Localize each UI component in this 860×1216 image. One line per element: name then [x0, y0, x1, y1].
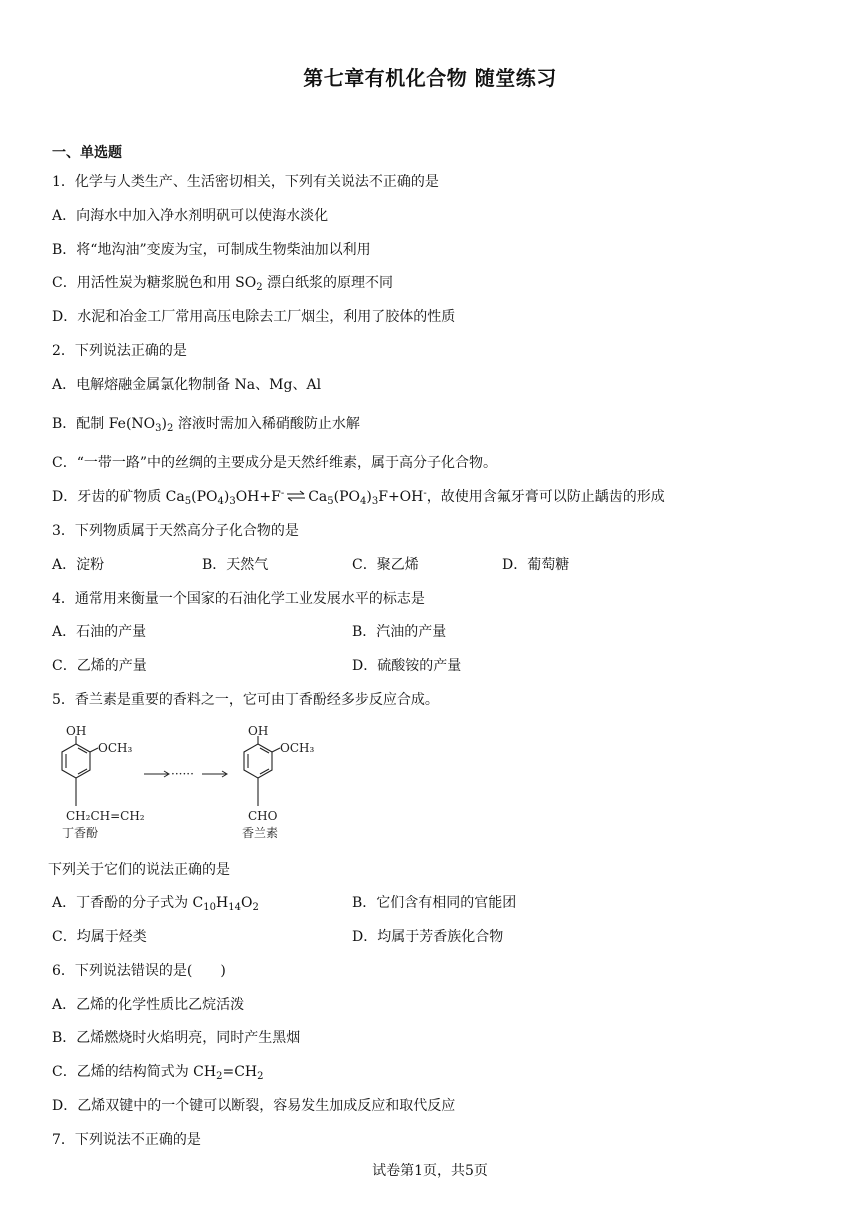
question-3-stem: 3．下列物质属于天然高分子化合物的是: [52, 523, 299, 539]
question-4-option-c: C．乙烯的产量: [52, 658, 147, 674]
question-1-option-c: C．用活性炭为糖浆脱色和用 $SO_2$ 漂白纸浆的原理不同: [52, 275, 394, 293]
eugenol-name-label: 丁香酚: [62, 826, 99, 840]
vanillin-name-label: 香兰素: [242, 826, 279, 840]
reaction-dots-label: ······: [171, 767, 194, 781]
page-title: 第七章有机化合物 随堂练习: [303, 66, 557, 90]
question-5-option-a: A．丁香酚的分子式为 $C_{10}H_{14}O_2$: [52, 895, 259, 913]
question-3-option-a: A．淀粉: [52, 557, 105, 573]
question-6-option-b: B．乙烯燃烧时火焰明亮，同时产生黑烟: [52, 1030, 301, 1046]
reaction-scheme-figure: [52, 722, 332, 842]
page-footer: 试卷第1页，共5页: [372, 1163, 488, 1179]
question-5-lead: 下列关于它们的说法正确的是: [48, 862, 230, 878]
eugenol-och3-label: OCH₃: [98, 741, 133, 755]
question-6-option-d: D．乙烯双键中的一个键可以断裂，容易发生加成反应和取代反应: [52, 1098, 456, 1114]
question-5-option-c: C．均属于烃类: [52, 929, 147, 945]
question-1-stem: 1．化学与人类生产、生活密切相关，下列有关说法不正确的是: [52, 174, 439, 190]
eugenol-chain-label: CH₂CH=CH₂: [66, 809, 145, 823]
question-7-stem: 7．下列说法不正确的是: [52, 1132, 201, 1148]
vanillin-cho-label: CHO: [248, 809, 278, 823]
question-2-option-b: B．配制 $Fe(NO_3)_2$ 溶液时需加入稀硝酸防止水解: [52, 416, 360, 434]
eugenol-structure: [62, 736, 98, 806]
question-3-option-d: D．葡萄糖: [502, 557, 570, 573]
question-6-option-a: A．乙烯的化学性质比乙烷活泼: [52, 997, 245, 1013]
question-3-option-b: B．天然气: [202, 557, 269, 573]
question-1-option-b: B．将“地沟油”变废为宝，可制成生物柴油加以利用: [52, 242, 371, 258]
equilibrium-arrow-icon: [286, 490, 306, 502]
eugenol-oh-label: OH: [66, 724, 87, 738]
question-5-stem: 5．香兰素是重要的香料之一，它可由丁香酚经多步反应合成。: [52, 692, 439, 708]
question-5-option-d: D．均属于芳香族化合物: [352, 929, 504, 945]
question-4-option-d: D．硫酸铵的产量: [352, 658, 462, 674]
vanillin-och3-label: OCH₃: [280, 741, 315, 755]
question-5-option-b: B．它们含有相同的官能团: [352, 895, 517, 911]
vanillin-oh-label: OH: [248, 724, 269, 738]
question-2-stem: 2．下列说法正确的是: [52, 343, 187, 359]
question-6-stem: 6．下列说法错误的是( ): [52, 963, 226, 979]
question-2-option-d: D．牙齿的矿物质 $Ca_5(PO_4)_3OH+F^-$ $Ca_5(PO_4)_3F+OH^-$，故使用含氟牙膏可以防止龋齿的形成: [52, 488, 665, 507]
question-4-option-a: A．石油的产量: [52, 624, 147, 640]
question-6-option-c: C．乙烯的结构简式为 $CH_2=CH_2$: [52, 1064, 264, 1082]
question-2-option-a: A．电解熔融金属氯化物制备 Na、Mg、Al: [52, 377, 322, 393]
question-1-option-a: A．向海水中加入净水剂明矾可以使海水淡化: [52, 208, 329, 224]
question-4-option-b: B．汽油的产量: [352, 624, 447, 640]
question-3-option-c: C．聚乙烯: [352, 557, 419, 573]
question-1-option-d: D．水泥和冶金工厂常用高压电除去工厂烟尘，利用了胶体的性质: [52, 309, 456, 325]
question-2-option-c: C．“一带一路”中的丝绸的主要成分是天然纤维素，属于高分子化合物。: [52, 455, 498, 471]
vanillin-structure: [244, 736, 280, 806]
section-heading: 一、单选题: [52, 145, 122, 161]
question-4-stem: 4．通常用来衡量一个国家的石油化学工业发展水平的标志是: [52, 591, 425, 607]
